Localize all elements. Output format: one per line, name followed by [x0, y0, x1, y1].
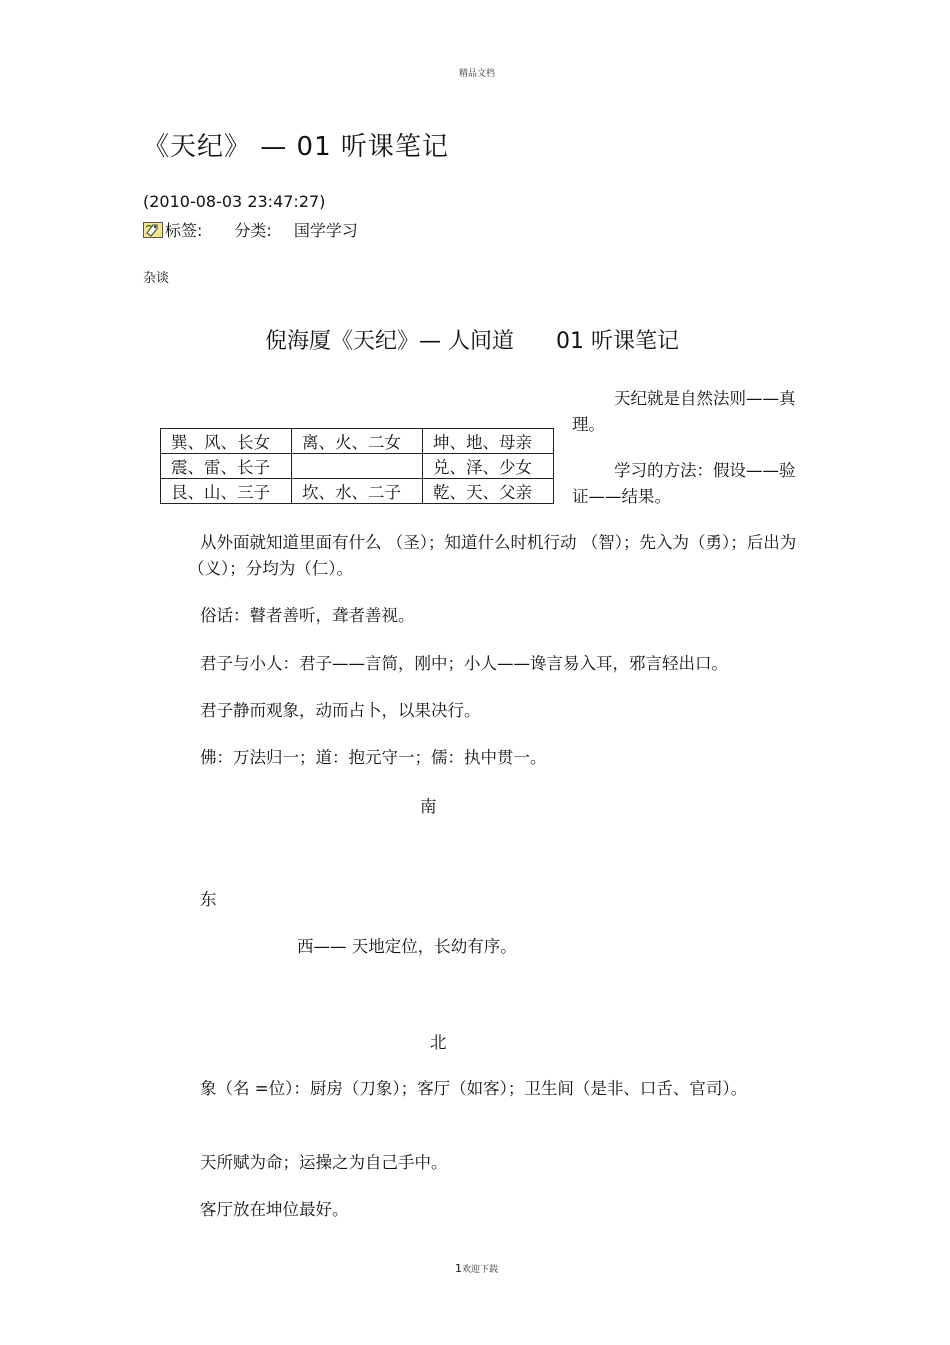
paragraph-gentleman: 君子与小人：君子——言简，刚中；小人——谗言易入耳，邪言轻出口。: [200, 654, 728, 673]
tags-line: [143, 218, 358, 241]
table-cell: 坤、地、母亲: [423, 429, 554, 454]
page-number: 1: [455, 1262, 462, 1275]
table-cell: 兑、泽、少女: [423, 454, 554, 479]
post-timestamp: (2010-08-03 23:47:27): [143, 192, 326, 211]
misc-tag: 杂谈: [143, 271, 170, 286]
paragraph-unity: 佛：万法归一；道：抱元守一；儒：执中贯一。: [200, 748, 547, 767]
section-heading: 倪海厦《天纪》— 人间道 01 听课笔记: [265, 329, 679, 354]
direction-south: 南: [420, 797, 437, 816]
tag-icon: [143, 222, 163, 238]
table-cell: [292, 454, 423, 479]
table-cell: 巽、风、长女: [161, 429, 292, 454]
page-footer: [455, 1262, 498, 1275]
table-row: [161, 429, 554, 454]
direction-west: 西—— 天地定位，长幼有序。: [297, 937, 517, 956]
header-watermark: 精品文档: [459, 69, 496, 79]
side-note-truth: 天纪就是自然法则——真理。: [572, 389, 796, 434]
paragraph-symbol: 象（名 =位）：厨房（刀象）；客厅（如客）；卫生间（是非、口舌、官司）。: [200, 1079, 748, 1098]
paragraph-living-room: 客厅放在坤位最好。: [200, 1200, 349, 1219]
page-title: 《天纪》 — 01 听课笔记: [143, 132, 449, 162]
table-cell: 震、雷、长子: [161, 454, 292, 479]
tags-label: 标签:: [165, 221, 203, 240]
direction-east: 东: [200, 890, 217, 909]
paragraph-proverb: 俗话：瞽者善听，聋者善视。: [200, 606, 415, 625]
side-note-method: 学习的方法：假设——验证——结果。: [572, 461, 796, 506]
table-cell: 艮、山、三子: [161, 479, 292, 504]
table-row: [161, 479, 554, 504]
direction-north: 北: [430, 1033, 447, 1052]
table-row: [161, 454, 554, 479]
category-link[interactable]: 国学学习: [293, 221, 358, 240]
table-cell: 坎、水、二子: [292, 479, 423, 504]
paragraph-virtues: 从外面就知道里面有什么 （圣）；知道什么时机行动 （智）；先入为（勇）；后出为（义）；分均为（仁）。: [188, 533, 797, 578]
category-label: 分类:: [234, 221, 272, 240]
paragraph-observe: 君子静而观象，动而占卜，以果决行。: [200, 701, 481, 720]
paragraph-fate: 天所赋为命；运操之为自己手中。: [200, 1153, 448, 1172]
table-cell: 离、火、二女: [292, 429, 423, 454]
footer-text: 欢迎下载: [462, 1265, 499, 1275]
table-cell: 乾、天、父亲: [423, 479, 554, 504]
trigram-table: [160, 428, 554, 504]
